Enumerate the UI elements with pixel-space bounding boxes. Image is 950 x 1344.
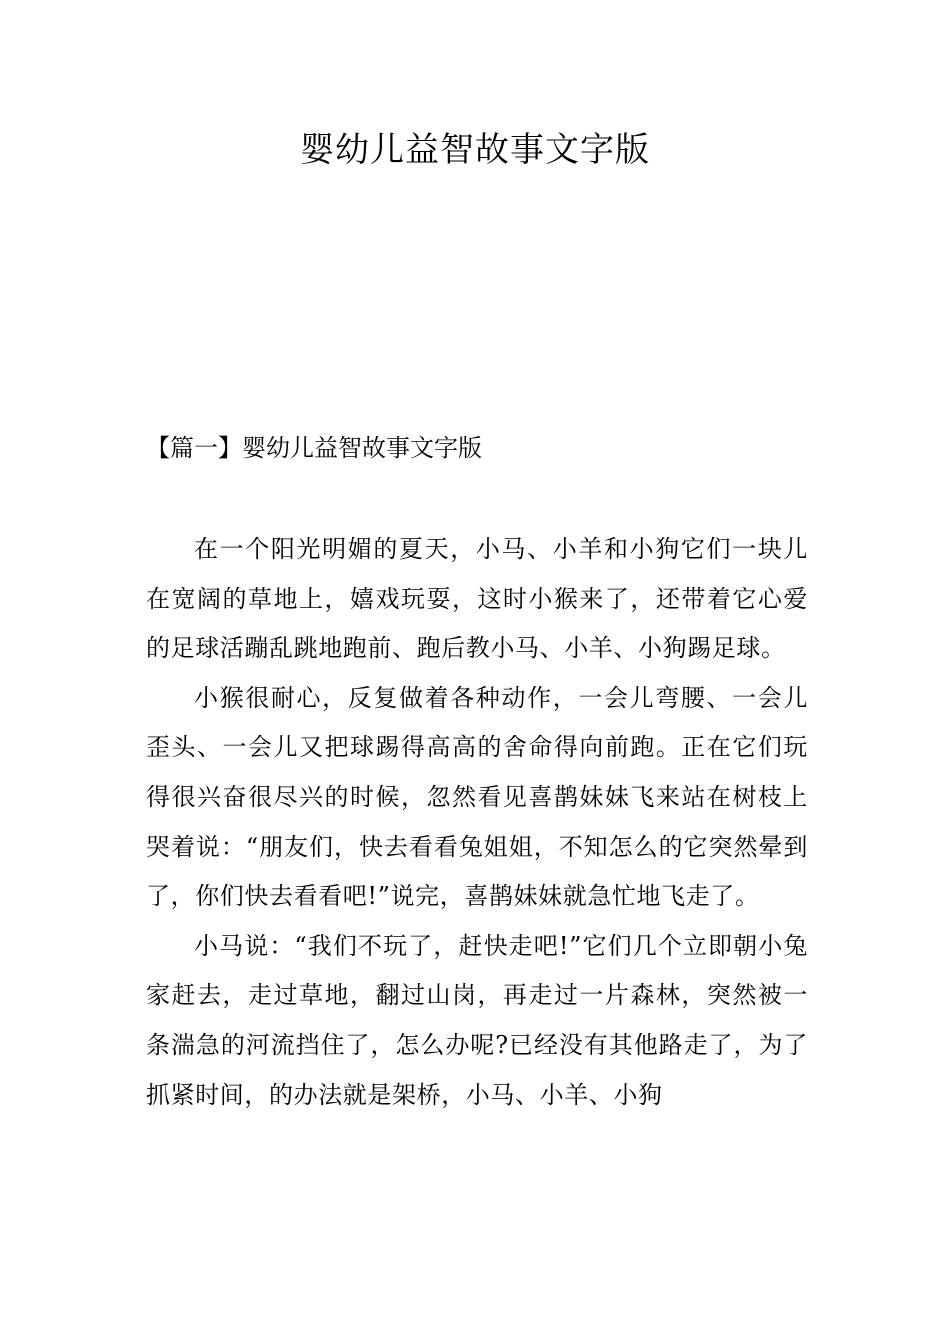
story-paragraph: 小猴很耐心，反复做着各种动作，一会儿弯腰、一会儿歪头、一会儿又把球踢得高高的舍命得向前跑。正在它们玩得很兴奋很尽兴的时候，忽然看见喜鹊妹妹飞来站在树枝上哭着说：“朋友们，快去看看兔姐姐，不知怎么的它突然晕到了，你们快去看看吧!”说完，喜鹊妹妹就急忙地飞走了。 [146, 683, 808, 911]
section-heading: 【篇一】婴幼儿益智故事文字版 [146, 434, 482, 462]
document-title: 婴幼儿益智故事文字版 [300, 130, 650, 170]
story-paragraph: 小马说：“我们不玩了，赶快走吧!”它们几个立即朝小兔家赶去，走过草地，翻过山岗，再走过一片森林，突然被一条湍急的河流挡住了，怎么办呢?已经没有其他路走了，为了抓紧时间，的办法就是架桥，小马、小羊、小狗 [146, 931, 808, 1109]
story-body [146, 525, 808, 1120]
story-paragraph: 在一个阳光明媚的夏天，小马、小羊和小狗它们一块儿在宽阔的草地上，嬉戏玩耍，这时小猴来了，还带着它心爱的足球活蹦乱跳地跑前、跑后教小马、小羊、小狗踢足球。 [146, 535, 808, 663]
